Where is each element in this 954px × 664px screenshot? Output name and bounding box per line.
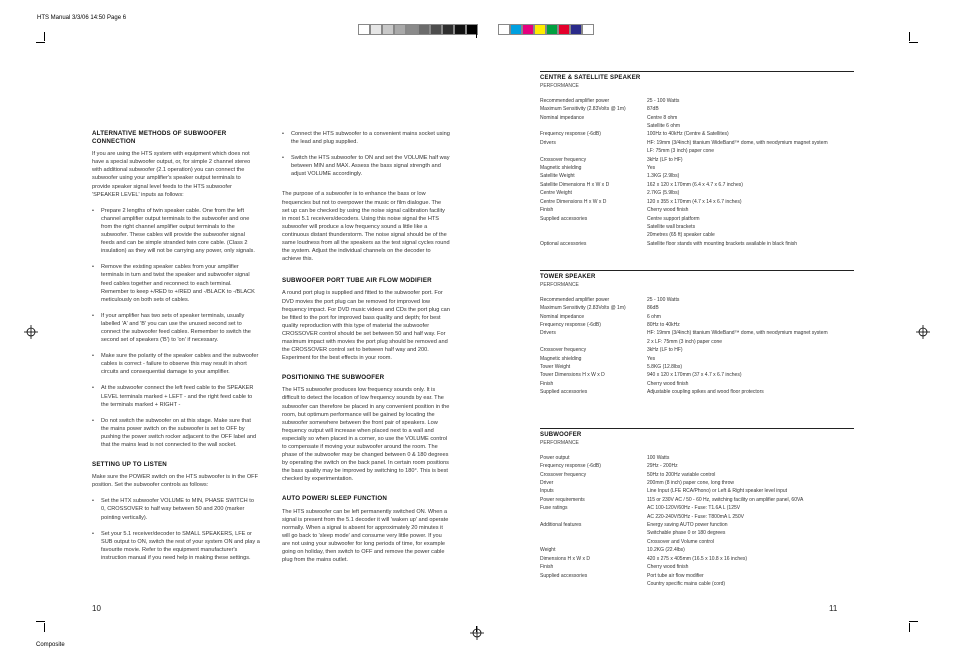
color-swatch	[406, 24, 418, 35]
heading-setting-up: SETTING UP TO LISTEN	[92, 461, 167, 469]
spec-row	[540, 156, 854, 164]
spec-key	[540, 147, 647, 155]
spec-key: Power requirements	[540, 496, 585, 503]
spec-subtitle: PERFORMANCE	[540, 282, 579, 289]
paragraph: The HTS subwoofer can be left permanently switched ON. When a signal is present from the 5.1 decoder it will 'waken up' and operate normally. When a signal is absent for approximately 20 minutes it will go back to 'sleep mode' and consume very little power. If you are not using your subwoofer for long periods of time, for example going on holiday, then switch to OFF and remove the power cable plug from the mains outlet.	[282, 508, 449, 564]
spec-value: LF: 75mm (3 inch) paper cone	[647, 148, 714, 155]
heading-positioning: POSITIONING THE SUBWOOFER	[282, 374, 385, 382]
spec-key: Finish	[540, 380, 554, 387]
spec-row	[540, 529, 854, 537]
spec-row	[540, 338, 854, 346]
spec-value: 115 or 230V AC / 50 - 60 Hz, switching facility on amplifier panel, 60VA	[647, 496, 804, 503]
spec-key: Crossover frequency	[540, 156, 587, 163]
spec-row	[540, 580, 854, 588]
spec-value: HF: 19mm (3/4inch) titanium WideBand™ dome, with neodymium magnet system	[647, 139, 828, 146]
color-swatch	[394, 24, 406, 35]
heading-port-tube: SUBWOOFER PORT TUBE AIR FLOW MODIFIER	[282, 277, 432, 285]
spec-row	[540, 240, 854, 248]
heading-alternative-methods: ALTERNATIVE METHODS OF SUBWOOFER CONNECTION	[92, 130, 227, 146]
spec-value: Centre support platform	[647, 215, 700, 222]
spec-row	[540, 572, 854, 580]
spec-value: Satellite 6 ohm	[647, 123, 681, 130]
spec-table-tower	[540, 270, 854, 397]
spec-row	[540, 363, 854, 371]
spec-value: 29Hz - 200Hz	[647, 463, 678, 470]
spec-row	[540, 206, 854, 214]
paragraph: If you are using the HTS system with equipment which does not have a special subwoofer output, or, for simple 2 channel stereo with additional subwoofer (2.1 operation) you can connect the subwoofer using your amplifier's speaker output terminals to provide speaker signal level feeds to the HTS subwoofer 'SPEAKER LEVEL' inputs as follows:	[92, 151, 251, 198]
spec-key: Maximum Sensitivity (2.83Volts @ 1m)	[540, 106, 626, 113]
list-item: • Do not switch the subwoofer on at this stage. Make sure that the mains power switch on the subwoofer is set to OFF by pushing the power switch rocker adjacent to the OFF label and that the mains lead is not connected to the wall socket.	[92, 417, 260, 449]
spec-key	[540, 122, 647, 130]
spec-value: Cherry wood finish	[647, 380, 689, 387]
color-swatch	[382, 24, 394, 35]
spec-key: Satellite Dimensions H x W x D	[540, 181, 610, 188]
spec-row	[540, 346, 854, 354]
spec-row	[540, 388, 854, 396]
spec-key: Frequency response (-6dB)	[540, 131, 601, 138]
spec-key: Satellite Weight	[540, 173, 575, 180]
paragraph: The purpose of a subwoofer is to enhance the bass or low frequencies but not to overpower the music or film dialogue. The set up can be checked by using the noise signal calibration facility in most 5.1 receivers/decoders. Using this noise signal the HTS subwoofer will produce a low frequency sound a little like a continuous distant thunderstorm. The noise signal should be of the same loudness from all the speakers as the test signal cycles round the system. Adjust the individual channels on the decoder to achieve this.	[282, 191, 450, 263]
registration-mark-icon	[24, 325, 38, 339]
spec-value: Switchable phase 0 or 180 degrees	[647, 530, 726, 537]
spec-key: Finish	[540, 207, 554, 214]
color-swatch	[498, 24, 510, 35]
spec-row	[540, 164, 854, 172]
fold-mark	[476, 32, 477, 38]
color-swatch	[454, 24, 466, 35]
spec-rows	[540, 97, 854, 248]
spec-value: 20metres (65 ft) speaker cable	[647, 232, 715, 239]
spec-key	[540, 513, 647, 521]
spec-value: 10.2KG (22.4lbs)	[647, 547, 685, 554]
spec-key: Inputs	[540, 488, 554, 495]
spec-value: Cherry wood finish	[647, 207, 689, 214]
list-item: • Set your 5.1 receiver/decoder to SMALL SPEAKERS, LFE or SUB output to ON, switch the rest of your system ON and play a favourite movie. Refer to the equipment manufacturer's instruction manual if you need help in making these settings.	[92, 530, 260, 562]
spec-row	[540, 555, 854, 563]
spec-key: Fuse ratings	[540, 505, 568, 512]
bullet-list	[282, 130, 450, 178]
spec-value: Adjustable coupling spikes and wood floor protectors	[647, 389, 764, 396]
color-swatch	[510, 24, 522, 35]
paragraph: Make sure the POWER switch on the HTS subwoofer is in the OFF position. Set the subwoofer controls as follows:	[92, 474, 259, 489]
page-number-left: 10	[92, 604, 101, 613]
spec-value: 87dB	[647, 106, 659, 113]
list-item: • Set the HTX subwoofer VOLUME to MIN, PHASE SWITCH to 0, CROSSOVER to half way between 50 and 200 (marker pointing vertically).	[92, 497, 260, 521]
list-item: • Connect the HTS subwoofer to a convenient mains socket using the lead and plug supplied.	[282, 130, 450, 146]
spec-row	[540, 189, 854, 197]
spec-key: Optional accessories	[540, 240, 587, 247]
spec-value: 420 x 275 x 405mm (16.5 x 10.8 x 16 inches)	[647, 555, 748, 562]
spec-value: 80Hz to 40kHz	[647, 322, 680, 329]
print-slug-header: HTS Manual 3/3/06 14:50 Page 6	[37, 15, 127, 21]
color-swatch	[358, 24, 370, 35]
spec-value: AC 220-240V/50Hz - Fuse: T800mA L 250V	[647, 513, 744, 520]
list-item: • Prepare 2 lengths of twin speaker cable. One from the left channel amplifier output terminals to the subwoofer and one from the right channel amplifier output terminals to the subwoofer. These cables will provide the subwoofer signal feeds and can be simple stranded twin core cable. (Class 2 insulation) as they will not be carrying any power, only signals.	[92, 207, 260, 256]
spec-row	[540, 313, 854, 321]
page-number-right: 11	[829, 604, 838, 613]
spec-row	[540, 504, 854, 512]
spec-key: Driver	[540, 480, 554, 487]
list-item: • If your amplifier has two sets of speaker terminals, usually labelled 'A' and 'B' you can use the unused second set to connect the subwoofer feed cables. Remember to switch the second set of speakers ('B') to 'on' if necessary.	[92, 312, 260, 344]
spec-value: HF: 19mm (3/4inch) titanium WideBand™ dome, with neodymium magnet system	[647, 330, 828, 337]
spec-key: Magnetic shielding	[540, 165, 582, 172]
registration-mark-icon	[916, 325, 930, 339]
spec-value: 162 x 120 x 170mm (6.4 x 4.7 x 6.7 inches)	[647, 181, 743, 188]
spec-row	[540, 496, 854, 504]
spec-key	[540, 580, 647, 588]
color-swatch	[570, 24, 582, 35]
spec-rows	[540, 296, 854, 397]
section-rule	[540, 428, 854, 429]
spec-key: Recommended amplifier power	[540, 296, 610, 303]
middle-column	[282, 130, 450, 572]
left-column	[92, 130, 260, 570]
spec-key	[540, 538, 647, 546]
spec-value: 940 x 120 x 170mm (37 x 4.7 x 6.7 inches)	[647, 372, 742, 379]
spec-key: Magnetic shielding	[540, 355, 582, 362]
spec-value: 25 - 100 Watts	[647, 296, 680, 303]
spec-key	[540, 231, 647, 239]
spec-row	[540, 462, 854, 470]
spec-value: Yes	[647, 355, 656, 362]
spec-key	[540, 338, 647, 346]
spec-row	[540, 130, 854, 138]
crop-mark	[909, 621, 918, 622]
spec-value: 3kHz (LF to HF)	[647, 156, 683, 163]
spec-value: Line Input (LFE RCA/Phono) or Left & Right speaker level input	[647, 488, 788, 495]
crop-mark	[909, 42, 918, 43]
spec-key: Frequency response (-6dB)	[540, 463, 601, 470]
print-slug-footer: Composite	[36, 642, 65, 648]
spec-row	[540, 172, 854, 180]
spec-key: Nominal impedance	[540, 313, 585, 320]
spec-rows	[540, 454, 854, 589]
spec-value: 1.3KG (2.9lbs)	[647, 173, 680, 180]
spec-key: Tower Weight	[540, 364, 571, 371]
heading-auto-power: AUTO POWER/ SLEEP FUNCTION	[282, 495, 388, 503]
spec-row	[540, 147, 854, 155]
spec-row	[540, 198, 854, 206]
color-swatch	[370, 24, 382, 35]
spec-subtitle: PERFORMANCE	[540, 83, 579, 90]
spec-row	[540, 105, 854, 113]
spec-row	[540, 181, 854, 189]
spec-value: 2.7KG (5.9lbs)	[647, 190, 680, 197]
spec-row	[540, 513, 854, 521]
spec-key: Recommended amplifier power	[540, 97, 610, 104]
spec-title: TOWER SPEAKER	[540, 274, 596, 280]
spec-value: 120 x 355 x 170mm (4.7 x 14 x 6.7 inches)	[647, 198, 742, 205]
spec-row	[540, 471, 854, 479]
spec-key: Finish	[540, 564, 554, 571]
crop-mark	[36, 42, 45, 43]
spec-table-centre-satellite	[540, 71, 854, 248]
spec-table-subwoofer	[540, 428, 854, 588]
spec-value: 3kHz (LF to HF)	[647, 347, 683, 354]
spec-key: Crossover frequency	[540, 471, 587, 478]
spec-key: Drivers	[540, 139, 556, 146]
spec-subtitle: PERFORMANCE	[540, 440, 579, 447]
spec-value: 5.8KG (12.8lbs)	[647, 364, 683, 371]
crop-mark	[36, 621, 45, 622]
spec-value: Yes	[647, 165, 656, 172]
spec-key: Additional features	[540, 522, 582, 529]
color-swatch	[582, 24, 594, 35]
list-item: • At the subwoofer connect the left feed cable to the SPEAKER LEVEL terminals marked + LEFT - and the right feed cable to the terminals marked + RIGHT -	[92, 384, 260, 408]
registration-mark-icon	[470, 626, 484, 640]
spec-title: SUBWOOFER	[540, 432, 582, 438]
spec-key: Crossover frequency	[540, 347, 587, 354]
spec-value: 6 ohm	[647, 313, 661, 320]
crop-mark	[909, 623, 910, 632]
color-swatch	[558, 24, 570, 35]
spec-value: 100Hz to 40kHz (Centre & Satellites)	[647, 131, 729, 138]
spec-value: Centre 8 ohm	[647, 114, 678, 121]
spec-value: Cherry wood finish	[647, 564, 689, 571]
spec-row	[540, 355, 854, 363]
section-rule	[540, 71, 854, 72]
spec-row	[540, 97, 854, 105]
spec-key	[540, 223, 647, 231]
list-item: • Switch the HTS subwoofer to ON and set the VOLUME half way between MIN and MAX. Assess the bass signal strength and adjust VOLUME accordingly.	[282, 154, 450, 178]
spec-row	[540, 380, 854, 388]
spec-key: Frequency response (-6dB)	[540, 322, 601, 329]
spec-key: Dimensions H x W x D	[540, 555, 591, 562]
spec-value: 100 Watts	[647, 454, 670, 461]
spec-row	[540, 114, 854, 122]
spec-key: Weight	[540, 547, 556, 554]
spec-row	[540, 479, 854, 487]
spec-value: AC 100-120V/60Hz - Fuse: T1.6A L (125V	[647, 505, 741, 512]
spec-key: Centre Weight	[540, 190, 572, 197]
spec-row	[540, 329, 854, 337]
color-swatch	[534, 24, 546, 35]
spec-value: 2 x LF: 75mm (3 inch) paper cone	[647, 338, 723, 345]
spec-value: Crossover and Volume control	[647, 538, 714, 545]
spec-key: Centre Dimensions H x W x D	[540, 198, 607, 205]
spec-value: Country specific mains cable (cord)	[647, 580, 726, 587]
spec-key: Supplied accessories	[540, 215, 588, 222]
spec-row	[540, 487, 854, 495]
spec-row	[540, 231, 854, 239]
spec-row	[540, 454, 854, 462]
spec-value: Satellite wall brackets	[647, 223, 696, 230]
color-swatch	[546, 24, 558, 35]
spec-value: Port tube air flow modifier	[647, 572, 704, 579]
spec-row	[540, 546, 854, 554]
color-swatch	[430, 24, 442, 35]
spec-row	[540, 223, 854, 231]
paragraph: A round port plug is supplied and fitted to the subwoofer port. For DVD movies the port plug can be removed for improved low frequency impact. For DVD music videos and CDs the port plug can be fitted to the port for improved bass quality and depth; for best quality reproduction with this type of material the subwoofer CROSSOVER control should be set between 50 and half way. For maximum impact with movies the port plug should be removed and the CROSSOVER control set to between half way and 200. Experiment for the best effects in your room.	[282, 290, 450, 362]
crop-mark	[44, 32, 45, 41]
spec-row	[540, 139, 854, 147]
spec-key	[540, 529, 647, 537]
spec-row	[540, 304, 854, 312]
list-item: • Make sure the polarity of the speaker cables and the subwoofer cables is correct - failure to observe this may result in short circuits and consequential damage to your amplifier.	[92, 352, 260, 376]
spec-row	[540, 296, 854, 304]
crop-mark	[909, 32, 910, 41]
spec-key: Supplied accessories	[540, 389, 588, 396]
spec-key: Tower Dimensions H x W x D	[540, 372, 605, 379]
spec-row	[540, 215, 854, 223]
spec-row	[540, 538, 854, 546]
spec-row	[540, 563, 854, 571]
spec-title: CENTRE & SATELLITE SPEAKER	[540, 75, 641, 81]
spec-value: 50Hz to 200Hz variable control	[647, 471, 716, 478]
spec-key: Power output	[540, 454, 570, 461]
spec-value: 86dB	[647, 305, 659, 312]
bullet-list	[92, 497, 260, 562]
spec-value: 25 - 100 Watts	[647, 97, 680, 104]
crop-mark	[44, 623, 45, 632]
list-item: • Remove the existing speaker cables from your amplifier terminals in turn and twist the speaker and subwoofer signal feed cables together and reconnect to each terminal. Remember to keep +/RED to +/RED and -/BLACK to -/BLACK meticulously on both sets of cables.	[92, 263, 260, 303]
bullet-list	[92, 207, 260, 449]
spec-value: 200mm (8 inch) paper cone, long throw	[647, 480, 734, 487]
paragraph: The HTS subwoofer produces low frequency sounds only. It is difficult to detect the location of low frequency sounds by ear. The subwoofer can therefore be placed in any convenient position in the room, but optimum performance will be gained by locating the subwoofer somewhere between the front pair of speakers. Low frequency output will increase when placed next to a wall and especially so when placed in a corner, so use the VOLUME control to compensate if moving your subwoofer around the room. The phase of the subwoofer may be changed between 0 & 180 degrees by operating the switch on the back panel. In certain room positions the bass quality may be improved by switching to 180°. This is best checked by experimentation.	[282, 387, 450, 483]
color-swatch	[418, 24, 430, 35]
spec-value: Energy saving AUTO power function	[647, 522, 728, 529]
section-rule	[540, 270, 854, 271]
spec-key: Drivers	[540, 330, 556, 337]
spec-key: Maximum Sensitivity (2.83Volts @ 1m)	[540, 305, 626, 312]
spec-key: Nominal impedance	[540, 114, 585, 121]
spec-row	[540, 321, 854, 329]
color-swatch	[442, 24, 454, 35]
spec-row	[540, 371, 854, 379]
color-swatch	[522, 24, 534, 35]
spec-value: Satellite floor stands with mounting brackets available in black finish	[647, 240, 798, 247]
spec-row	[540, 122, 854, 130]
spec-key: Supplied accessories	[540, 572, 588, 579]
spec-row	[540, 521, 854, 529]
